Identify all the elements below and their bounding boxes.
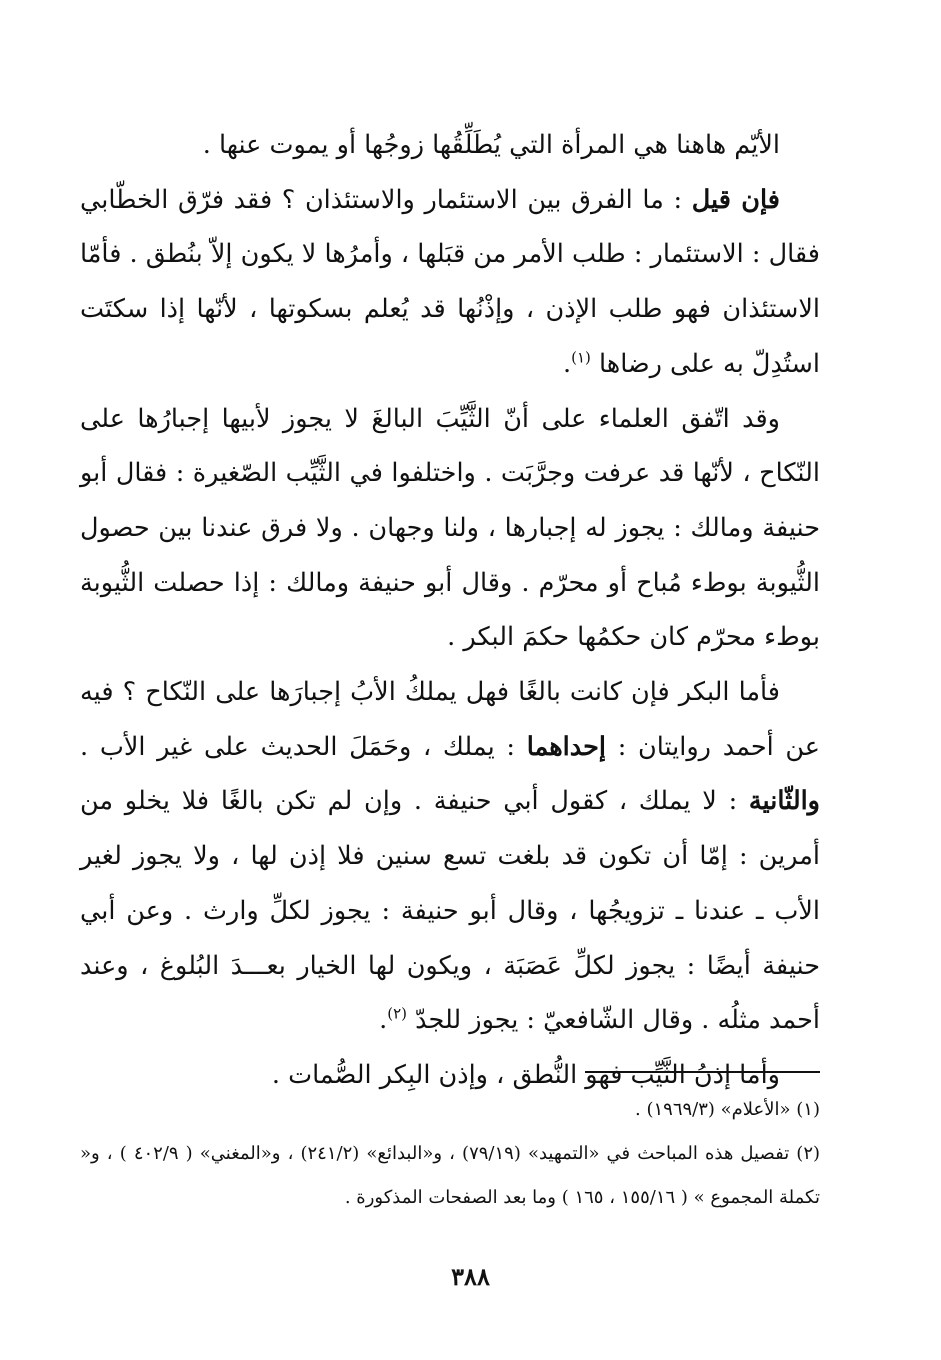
second-narration-label: والثّانية — [748, 786, 820, 817]
paragraph-2 — [80, 173, 820, 392]
paragraph-2-end: . — [562, 348, 572, 379]
paragraph-1: الأيّم هاهنا هي المرأة التي يُطَلِّقُها زوجُها أو يموت عنها . — [202, 130, 780, 160]
first-narration-label: إحداهما — [526, 731, 606, 762]
paragraph-3: وقد اتّفق العلماء على أنّ الثَّيِّبَ البالغَ لا يجوز لأبيها إجبارُها على النّكاح ، لأنّها قد عرفت وجرَّبَت . واختلفوا في الثَّيِّب الصّغيرة : فقال أبو حنيفة ومالك : يجوز له إجبارها ، ولنا وجهان . ولا فرق عندنا بين حصول الثُّيوبة بوطء مُباح أو محرّم . وقال أبو حنيفة ومالك : إذا حصلت الثُّيوبة بوطء محرّم كان حكمُها حكمَ البكر . — [80, 403, 820, 653]
main-text — [80, 118, 820, 1103]
footnote-mark-2: (٢) — [387, 1004, 407, 1023]
paragraph-4-d: : لا يملك ، كقول أبي حنيفة . وإن لم تكن بالغًا فلا يخلو من أمرين : إمّا أن تكون قد بلغت تسع سنين فلا إذن لها ، ولا يجوز لغير الأب ـ عندنا ـ تزويجُها ، وقال أبو حنيفة : يجوز لكلِّ وارث . وعن أبي حنيفة أيضًا : يجوز لكلِّ عَصَبَة ، ويكون لها الخيار بعـــدَ البُلوغ ، وعند أحمد مثلُه . وقال الشّافعيّ : يجوز للجدّ — [80, 786, 820, 1036]
paragraph-2-text: : ما الفرق بين الاستئمار والاستئذان ؟ فقد فرّق الخطّابي فقال : الاستئمار : طلب الأمر من قبَلها ، وأمرُها لا يكون إلاّ بنُطق . فأمّا الاستئذان فهو طلب الإذن ، وإذْنُها قد يُعلم بسكوتها ، لأنّها إذا سكتَت استُدِلّ به على رضاها — [80, 184, 820, 379]
paragraph-5: وأما إذنُ الثَّيِّب فهو النُّطق ، وإذن البِكر الصُّمات . — [271, 1059, 780, 1090]
footnote-mark-1: (١) — [571, 348, 591, 367]
question-lead: فإن قيل — [691, 184, 780, 215]
paragraph-4-c: : يملك ، وحَمَلَ الحديث على غير الأب . — [80, 731, 527, 762]
footnote-2: (٢) تفصيل هذه المباحث في «التمهيد» (٧٩/١٩) ، و«البدائع» (٢٤١/٢) ، و«المغني» ( ٤٠٢/٩ ) ، و« تكملة المجموع » ( ١٥٥/١٦ ، ١٦٥ ) وما بعد الصفحات المذكورة . — [80, 1143, 821, 1208]
paragraph-4-a: فأما البكر فإن كانت بالغًا فهل يملكُ الأبُ إجبارَها على النّكاح ؟ فيه عن أحمد روايتان : — [80, 677, 821, 762]
footnotes — [80, 1088, 820, 1220]
paragraph-4 — [80, 665, 820, 1048]
page-number: ٣٨٨ — [451, 1262, 490, 1291]
footnote-1: (١) «الأعلام» (١٩٦٩/٣) . — [635, 1099, 820, 1120]
footnote-divider — [585, 1071, 820, 1073]
paragraph-4-end: . — [379, 1005, 388, 1036]
